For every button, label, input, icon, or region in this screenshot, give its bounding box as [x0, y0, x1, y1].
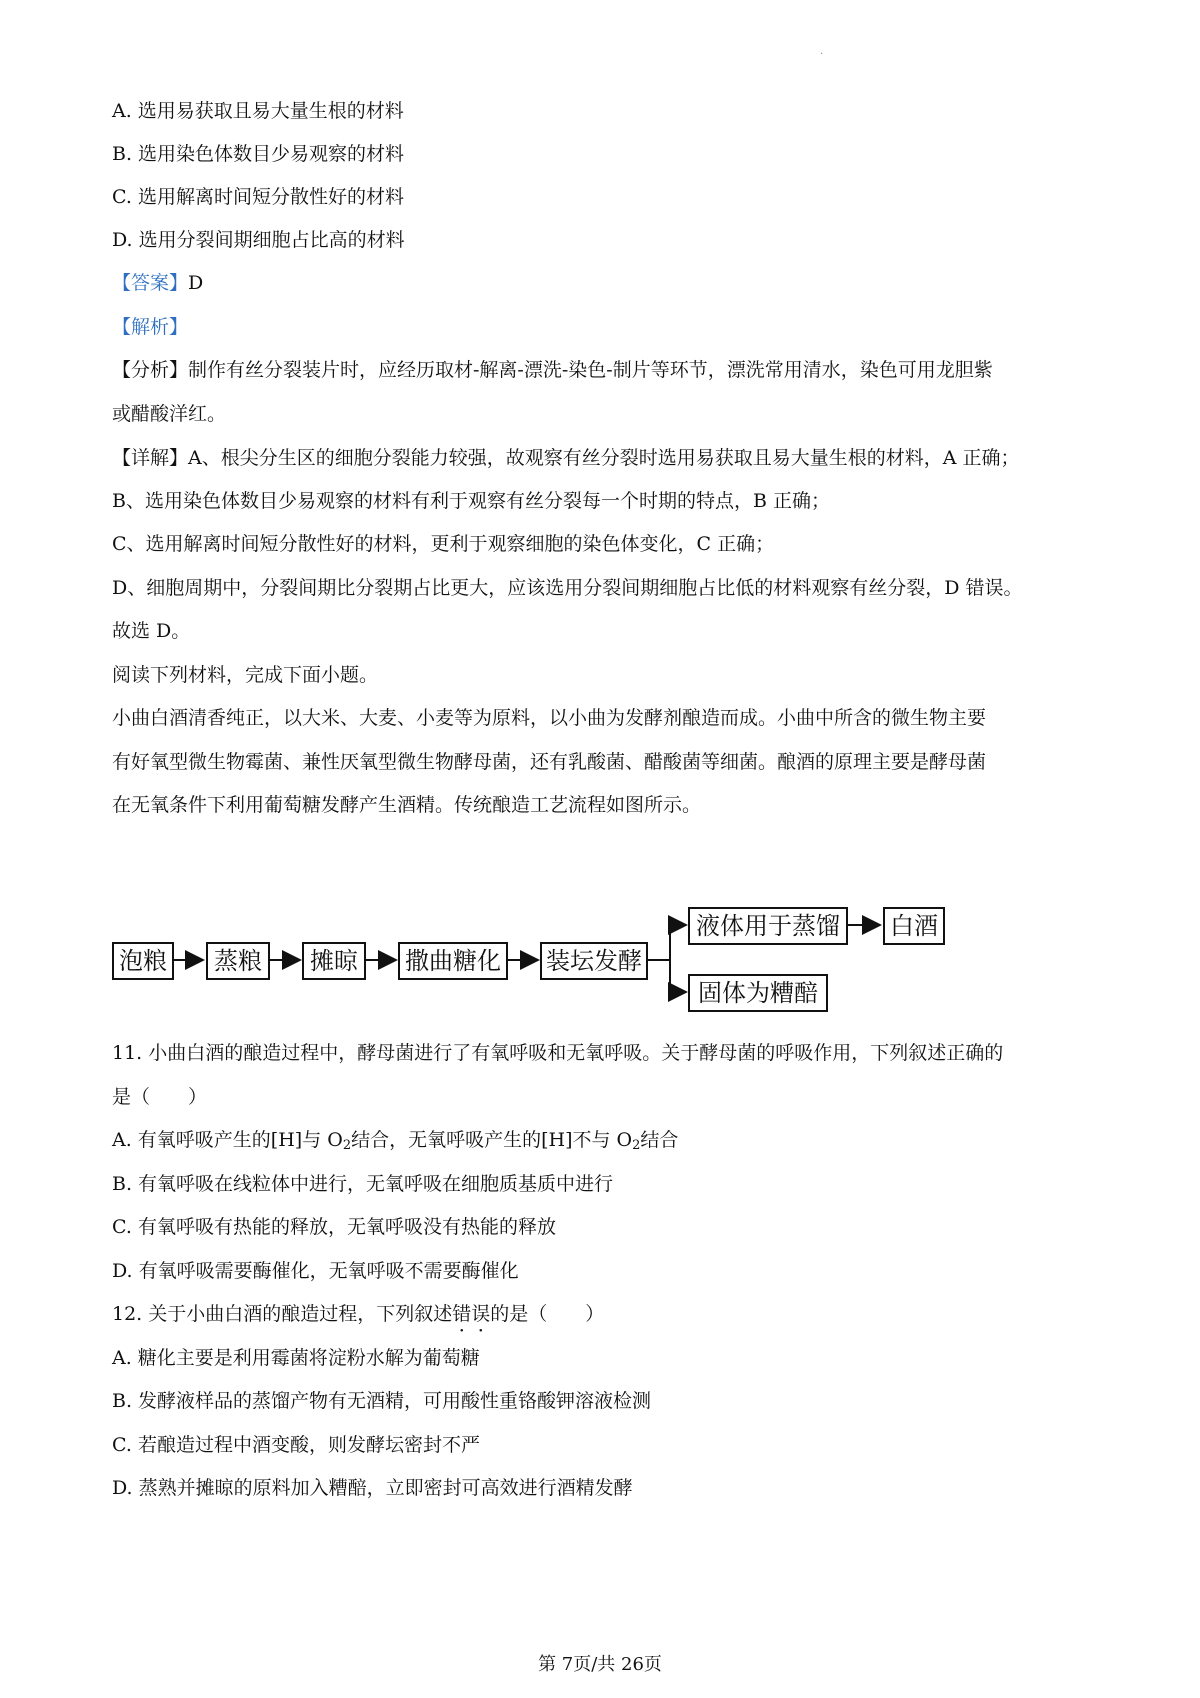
- header-mark: .: [820, 46, 824, 57]
- step-liquid-distill: 液体用于蒸馏: [688, 907, 848, 945]
- q11-option-b: B. 有氧呼吸在线粒体中进行，无氧呼吸在细胞质基质中进行: [112, 1173, 614, 1195]
- material-line-2: 有好氧型微生物霉菌、兼性厌氧型微生物酵母菌，还有乳酸菌、醋酸菌等细菌。酿酒的原理主要是酵母菌: [112, 751, 987, 773]
- q11-a-sub1: 2: [342, 1138, 352, 1153]
- xiangjie-line-3: C、选用解离时间短分散性好的材料，更利于观察细胞的染色体变化，C 正确；: [112, 533, 775, 555]
- xiangjie-line-2: B、选用染色体数目少易观察的材料有利于观察有丝分裂每一个时期的特点，B 正确；: [112, 490, 830, 512]
- prev-option-d: D. 选用分裂间期细胞占比高的材料: [112, 229, 405, 251]
- step-cool: 摊晾: [302, 942, 366, 980]
- answer-value: D: [188, 272, 204, 294]
- q11-a-part1: A. 有氧呼吸产生的[H]与 O: [112, 1129, 343, 1151]
- xiangjie-text-1: A、根尖分生区的细胞分裂能力较强，故观察有丝分裂时选用易获取且易大量生根的材料，A 正确；: [188, 447, 1020, 469]
- q11-option-d: D. 有氧呼吸需要酶催化，无氧呼吸不需要酶催化: [112, 1260, 519, 1282]
- q11-stem-2: 是（ ）: [112, 1086, 208, 1108]
- prev-option-c: C. 选用解离时间短分散性好的材料: [112, 186, 404, 208]
- q12-stem-emphasis-1: 错: [452, 1303, 472, 1325]
- q12-stem-post: 的是（ ）: [490, 1303, 605, 1325]
- q12-option-b: B. 发酵液样品的蒸馏产物有无酒精，可用酸性重铬酸钾溶液检测: [112, 1390, 652, 1412]
- step-solid-residue: 固体为糟醅: [688, 974, 828, 1012]
- xiangjie-tag: 【详解】: [112, 447, 189, 469]
- xiangjie-line-4: D、细胞周期中，分裂间期比分裂期占比更大，应该选用分裂间期细胞占比低的材料观察有丝分裂，D 错误。: [112, 577, 1023, 599]
- prev-option-b: B. 选用染色体数目少易观察的材料: [112, 143, 405, 165]
- page-footer: 第 7页/共 26页: [538, 1654, 662, 1675]
- q11-a-sub2: 2: [632, 1138, 641, 1153]
- material-intro: 阅读下列材料，完成下面小题。: [112, 664, 379, 686]
- step-steam: 蒸粮: [206, 942, 270, 980]
- step-saccharify: 撒曲糖化: [398, 942, 508, 980]
- material-line-1: 小曲白酒清香纯正，以大米、大麦、小麦等为原料，以小曲为发酵剂酿造而成。小曲中所含的微生物主要: [112, 707, 987, 729]
- q12-stem-pre: 12. 关于小曲白酒的酿造过程，下列叙述: [112, 1303, 453, 1325]
- answer-tag: 【答案】: [112, 272, 189, 294]
- analysis-tag: 【解析】: [112, 316, 189, 338]
- q11-stem-1: 11. 小曲白酒的酿造过程中，酵母菌进行了有氧呼吸和无氧呼吸。关于酵母菌的呼吸作用，下列叙述正确的: [112, 1042, 1004, 1064]
- step-soak: 泡粮: [112, 942, 174, 980]
- q12-option-a: A. 糖化主要是利用霉菌将淀粉水解为葡萄糖: [112, 1347, 480, 1369]
- q12-option-d: D. 蒸熟并摊晾的原料加入糟醅，立即密封可高效进行酒精发酵: [112, 1477, 633, 1499]
- q12-option-c: C. 若酿造过程中酒变酸，则发酵坛密封不严: [112, 1434, 480, 1456]
- fenxi-line-2: 或醋酸洋红。: [112, 403, 227, 425]
- q11-option-c: C. 有氧呼吸有热能的释放，无氧呼吸没有热能的释放: [112, 1216, 556, 1238]
- product-baijiu: 白酒: [883, 907, 945, 945]
- q12-stem-emphasis-2: 误: [471, 1303, 491, 1325]
- step-ferment: 装坛发酵: [540, 942, 648, 980]
- xiangjie-line-5: 故选 D。: [112, 620, 191, 642]
- q11-a-part3: 结合: [640, 1129, 679, 1151]
- fenxi-text-1: 制作有丝分裂装片时，应经历取材-解离-漂洗-染色-制片等环节，漂洗常用清水，染色可用龙胆紫: [188, 359, 993, 381]
- material-line-3: 在无氧条件下利用葡萄糖发酵产生酒精。传统酿造工艺流程如图所示。: [112, 794, 702, 816]
- prev-option-a: A. 选用易获取且易大量生根的材料: [112, 100, 404, 122]
- fenxi-tag: 【分析】: [112, 359, 189, 381]
- q11-a-part2: 结合，无氧呼吸产生的[H]不与 O: [351, 1129, 633, 1151]
- q11-option-a: [112, 1127, 678, 1159]
- q12-stem: [112, 1301, 604, 1327]
